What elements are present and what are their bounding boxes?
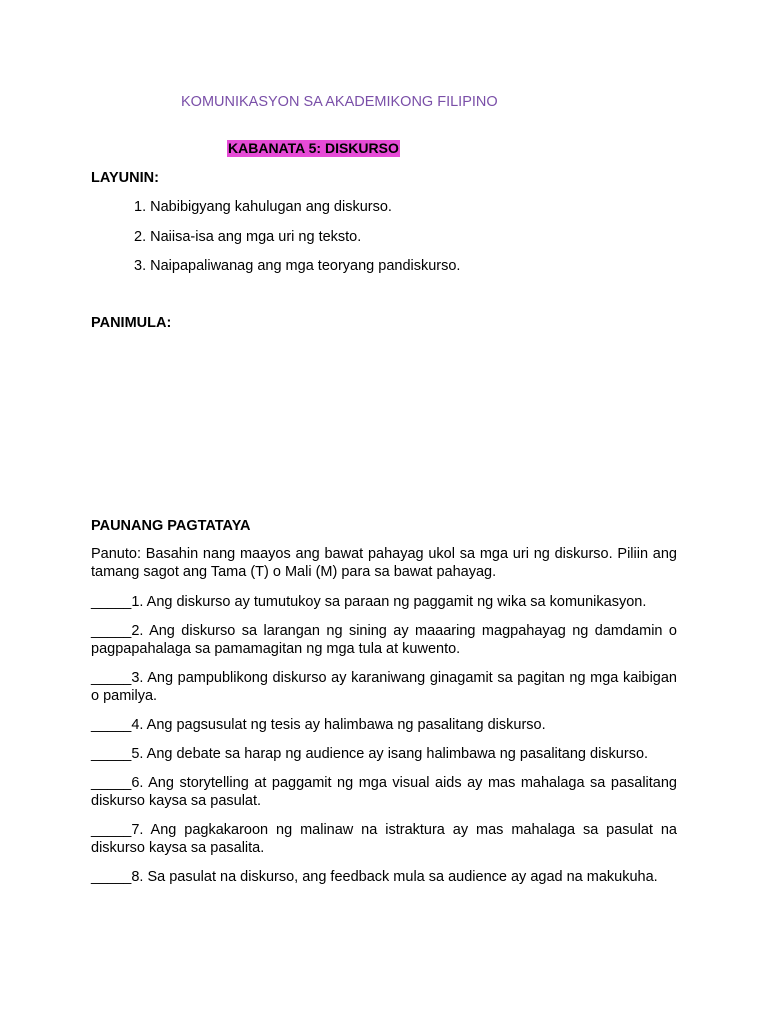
pretest-item [91,775,677,810]
pretest-item-text: 2. Ang diskurso sa larangan ng sining ay maaaring magpahayag ng damdamin o pagpapahalaga sa pamamagitan ng mga tula at kuwento. [91,623,677,657]
pretest-item-text: 1. Ang diskurso ay tumutukoy sa paraan ng paggamit ng wika sa komunikasyon. [131,594,647,610]
answer-blank[interactable]: _____ [91,623,132,639]
chapter-heading-wrap [227,140,400,157]
pretest-item-text: 4. Ang pagsusulat ng tesis ay halimbawa ng pasalitang diskurso. [131,717,546,733]
pretest-item [91,670,677,705]
pretest-item [91,746,677,764]
answer-blank[interactable]: _____ [91,594,132,610]
pretest-item-text: 5. Ang debate sa harap ng audience ay isang halimbawa ng pasalitang diskurso. [131,746,649,762]
document-title: KOMUNIKASYON SA AKADEMIKONG FILIPINO [181,94,498,110]
answer-blank[interactable]: _____ [91,869,132,885]
pretest-item [91,594,677,612]
objective-item: 1. Nabibigyang kahulugan ang diskurso. [134,199,392,215]
objective-item: 3. Naipapaliwanag ang mga teoryang pandiskurso. [134,258,461,274]
pretest-item-text: 8. Sa pasulat na diskurso, ang feedback mula sa audience ay agad na makukuha. [131,869,658,885]
objective-item: 2. Naiisa-isa ang mga uri ng teksto. [134,228,362,245]
pretest-item [91,623,677,658]
pretest-item [91,717,677,735]
pretest-item [91,869,677,887]
answer-blank[interactable]: _____ [91,717,132,733]
answer-blank[interactable]: _____ [91,775,132,791]
objectives-list [134,199,460,288]
pretest-item-text: 3. Ang pampublikong diskurso ay karaniwang ginagamit sa pagitan ng mga kaibigan o pamilya. [91,670,677,704]
pretest-item [91,822,677,857]
pretest-instructions: Panuto: Basahin nang maayos ang bawat pahayag ukol sa mga uri ng diskurso. Piliin ang tamang sagot ang Tama (T) o Mali (M) para sa bawat pahayag. [91,546,677,580]
introduction-heading: PANIMULA: [91,315,172,331]
answer-blank[interactable]: _____ [91,822,132,838]
pretest-heading: PAUNANG PAGTATAYA [91,518,251,534]
objectives-heading: LAYUNIN: [91,170,159,186]
answer-blank[interactable]: _____ [91,746,132,762]
answer-blank[interactable]: _____ [91,670,132,686]
chapter-heading: KABANATA 5: DISKURSO [228,140,399,156]
pretest-item-text: 6. Ang storytelling at paggamit ng mga visual aids ay mas mahalaga sa pasalitang diskurso kaysa sa pasulat. [91,775,677,809]
pretest-item-text: 7. Ang pagkakaroon ng malinaw na istraktura ay mas mahalaga sa pasulat na diskurso kaysa sa pasalita. [91,822,677,856]
